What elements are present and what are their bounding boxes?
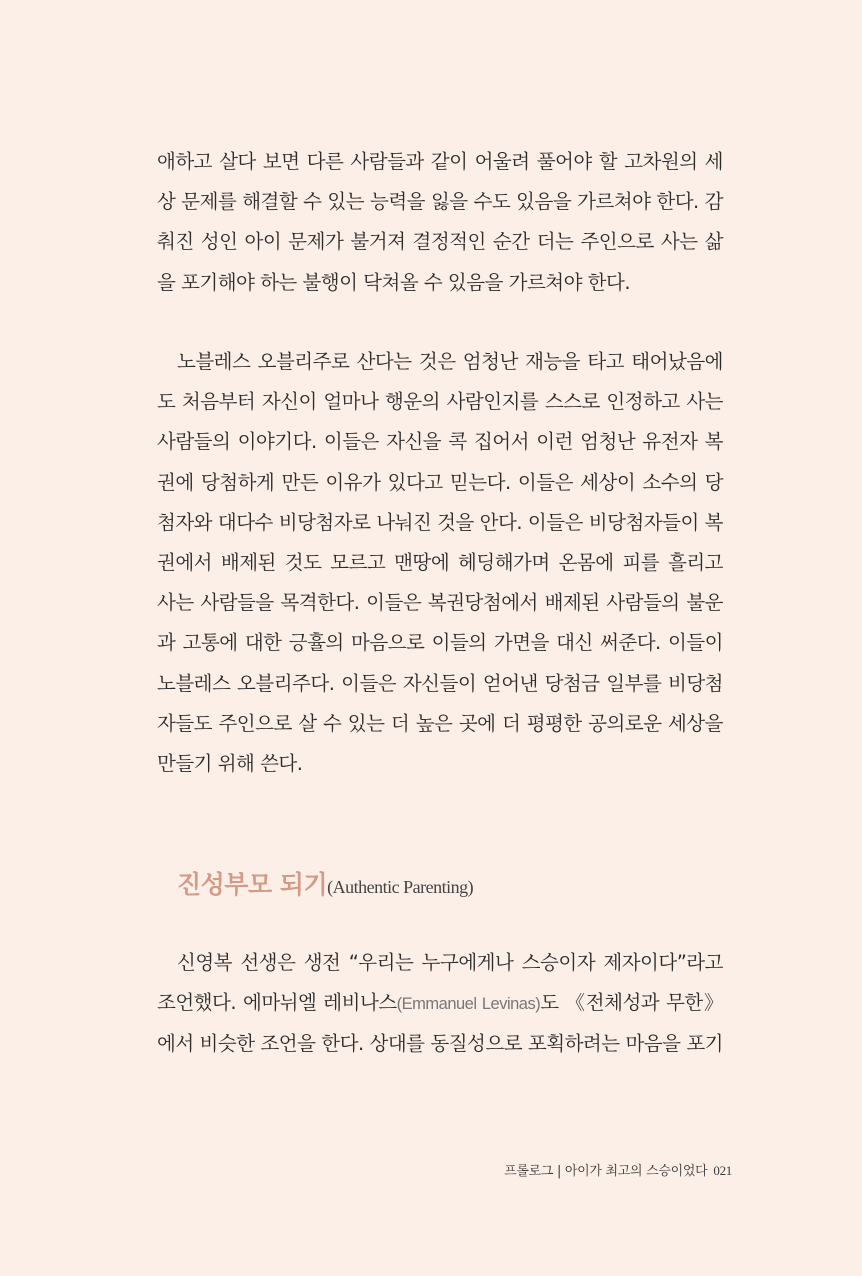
text-line: 권에 당첨하게 만든 이유가 있다고 믿는다. 이들은 세상이 소수의 당 xyxy=(157,470,723,494)
text-fragment: 도 《전체성과 무한》 xyxy=(540,991,724,1015)
running-title: 프롤로그 | 아이가 최고의 스승이었다 xyxy=(504,1164,708,1179)
text-line xyxy=(157,983,723,1024)
text-line: 신영복 선생은 생전 “우리는 누구에게나 스승이자 제자이다”라고 xyxy=(177,951,723,974)
text-line: 도 처음부터 자신이 얼마나 행운의 사람인지를 스스로 인정하고 사는 xyxy=(157,390,723,414)
text-line: 첨자와 대다수 비당첨자로 나눠진 것을 안다. 이들은 비당첨자들이 복 xyxy=(157,510,723,534)
section-heading xyxy=(177,865,473,901)
text-line: 사는 사람들을 목격한다. 이들은 복권당첨에서 배제된 사람들의 불운 xyxy=(157,591,723,615)
paragraph-2 xyxy=(157,342,723,784)
text-line: 자들도 주인으로 살 수 있는 더 높은 곳에 더 평평한 공의로운 세상을 xyxy=(157,711,723,735)
text-line: 춰진 성인 아이 문제가 불거져 결정적인 순간 더는 주인으로 사는 삶 xyxy=(157,230,723,254)
text-line: 애하고 살다 보면 다른 사람들과 같이 어울려 풀어야 할 고차원의 세 xyxy=(157,150,723,173)
paragraph-1 xyxy=(157,142,723,303)
text-line: 에서 비슷한 조언을 한다. 상대를 동질성으로 포획하려는 마음을 포기 xyxy=(157,1032,723,1056)
section-heading-korean: 진성부모 되기 xyxy=(177,870,328,899)
text-line: 사람들의 이야기다. 이들은 자신을 콕 집어서 이런 엄청난 유전자 복 xyxy=(157,430,723,454)
text-line: 과 고통에 대한 긍휼의 마음으로 이들의 가면을 대신 써준다. 이들이 xyxy=(157,631,723,655)
latin-name: (Emmanuel Levinas) xyxy=(396,995,541,1014)
text-line: 을 포기해야 하는 불행이 닥쳐올 수 있음을 가르쳐야 한다. xyxy=(157,270,631,294)
text-line: 노블레스 오블리주다. 이들은 자신들이 얻어낸 당첨금 일부를 비당첨 xyxy=(157,671,723,695)
text-fragment: 조언했다. 에마뉘엘 레비나스 xyxy=(157,991,397,1015)
text-line: 만들기 위해 쓴다. xyxy=(157,752,303,776)
text-line: 권에서 배제된 것도 모르고 맨땅에 헤딩해가며 온몸에 피를 흘리고 xyxy=(157,551,723,575)
page-footer xyxy=(504,1160,732,1179)
section-heading-english: (Authentic Parenting) xyxy=(327,877,474,897)
paragraph-3 xyxy=(157,943,723,1065)
text-line: 상 문제를 해결할 수 있는 능력을 잃을 수도 있음을 가르쳐야 한다. 감 xyxy=(157,190,723,214)
text-line: 노블레스 오블리주로 산다는 것은 엄청난 재능을 타고 태어났음에 xyxy=(177,350,723,373)
page-number: 021 xyxy=(713,1163,732,1178)
